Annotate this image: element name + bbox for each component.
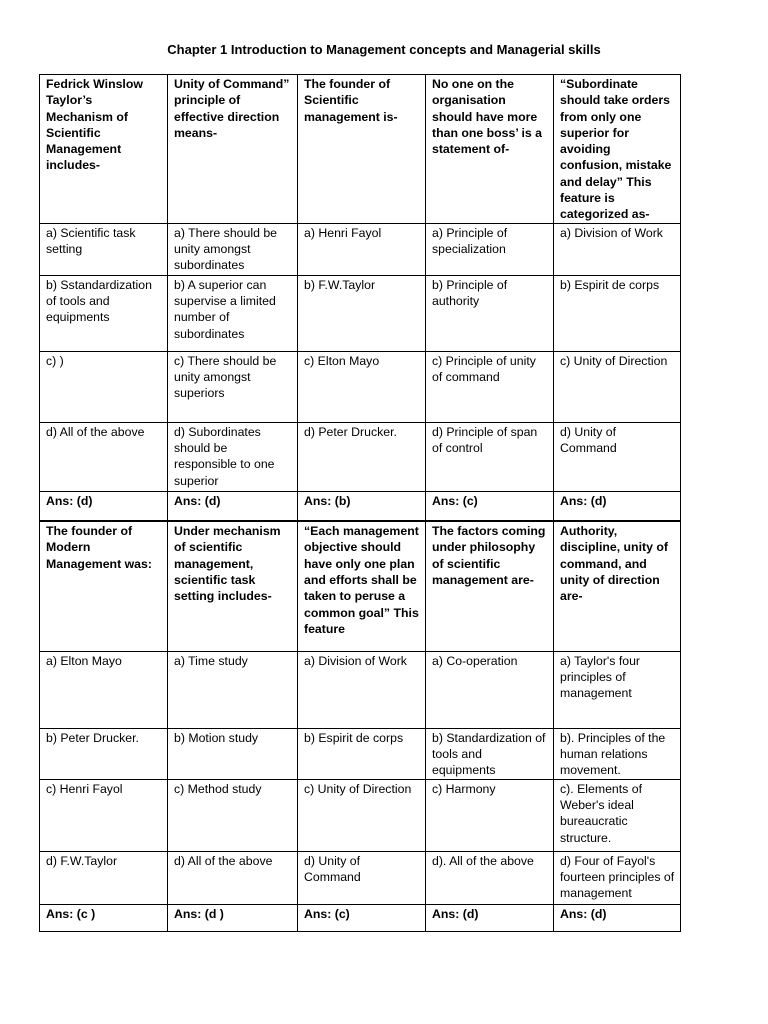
answer-cell: Ans: (d)	[168, 491, 298, 521]
option-cell: a) Time study	[168, 651, 298, 728]
question-cell: The founder of Scientific management is-	[298, 75, 426, 224]
question-cell: Fedrick Winslow Taylor’s Mechanism of Scientific Management includes-	[40, 75, 168, 224]
option-cell: c). Elements of Weber's ideal bureaucratic structure.	[554, 779, 681, 851]
option-cell: d) All of the above	[40, 422, 168, 491]
question-cell: Under mechanism of scientific management, scientific task setting includes-	[168, 521, 298, 651]
option-row	[40, 422, 681, 491]
mcq-table	[39, 74, 681, 932]
answer-cell: Ans: (c)	[426, 491, 554, 521]
question-cell: Unity of Command” principle of effective direction means-	[168, 75, 298, 224]
option-cell: b) Peter Drucker.	[40, 728, 168, 779]
option-cell: c) Elton Mayo	[298, 351, 426, 422]
option-cell: d) Unity of Command	[298, 851, 426, 904]
question-cell: No one on the organisation should have more than one boss’ is a statement of-	[426, 75, 554, 224]
option-cell: c) )	[40, 351, 168, 422]
answer-cell: Ans: (b)	[298, 491, 426, 521]
option-cell: a) Elton Mayo	[40, 651, 168, 728]
option-cell: b) A superior can supervise a limited number of subordinates	[168, 275, 298, 351]
option-cell: a) Scientific task setting	[40, 223, 168, 275]
option-cell: c) Unity of Direction	[298, 779, 426, 851]
option-cell: c) Principle of unity of command	[426, 351, 554, 422]
option-cell: a) Division of Work	[298, 651, 426, 728]
option-cell: c) Unity of Direction	[554, 351, 681, 422]
option-cell: c) There should be unity amongst superiors	[168, 351, 298, 422]
answer-cell: Ans: (d)	[40, 491, 168, 521]
answer-cell: Ans: (d )	[168, 904, 298, 931]
question-cell: Authority, discipline, unity of command, and unity of direction are-	[554, 521, 681, 651]
option-row	[40, 223, 681, 275]
question-row	[40, 75, 681, 224]
option-cell: b). Principles of the human relations movement.	[554, 728, 681, 779]
option-cell: a) Principle of specialization	[426, 223, 554, 275]
option-cell: c) Harmony	[426, 779, 554, 851]
option-cell: a) Co-operation	[426, 651, 554, 728]
page-title: Chapter 1 Introduction to Management concepts and Managerial skills	[167, 42, 601, 57]
answer-row	[40, 904, 681, 931]
option-cell: b) Principle of authority	[426, 275, 554, 351]
question-row	[40, 521, 681, 651]
option-cell: b) F.W.Taylor	[298, 275, 426, 351]
question-cell: “Subordinate should take orders from only one superior for avoiding confusion, mistake and delay” This feature is categorized as-	[554, 75, 681, 224]
option-row	[40, 779, 681, 851]
option-cell: b) Sstandardization of tools and equipments	[40, 275, 168, 351]
answer-row	[40, 491, 681, 521]
answer-cell: Ans: (d)	[554, 491, 681, 521]
option-cell: a) Taylor's four principles of management	[554, 651, 681, 728]
answer-cell: Ans: (d)	[554, 904, 681, 931]
option-cell: d) Four of Fayol's fourteen principles of management	[554, 851, 681, 904]
option-cell: d) All of the above	[168, 851, 298, 904]
option-cell: d) Principle of span of control	[426, 422, 554, 491]
option-cell: b) Motion study	[168, 728, 298, 779]
question-cell: The founder of Modern Management was:	[40, 521, 168, 651]
question-cell: The factors coming under philosophy of scientific management are-	[426, 521, 554, 651]
option-cell: a) Division of Work	[554, 223, 681, 275]
option-row	[40, 851, 681, 904]
option-cell: a) There should be unity amongst subordinates	[168, 223, 298, 275]
option-row	[40, 728, 681, 779]
option-cell: d) Unity of Command	[554, 422, 681, 491]
question-cell: “Each management objective should have only one plan and efforts shall be taken to peruse a common goal” This feature	[298, 521, 426, 651]
option-cell: d) Peter Drucker.	[298, 422, 426, 491]
option-cell: c) Method study	[168, 779, 298, 851]
option-row	[40, 351, 681, 422]
option-cell: d) F.W.Taylor	[40, 851, 168, 904]
option-cell: a) Henri Fayol	[298, 223, 426, 275]
option-cell: b) Espirit de corps	[554, 275, 681, 351]
answer-cell: Ans: (c )	[40, 904, 168, 931]
option-cell: b) Standardization of tools and equipments	[426, 728, 554, 779]
option-cell: d) Subordinates should be responsible to one superior	[168, 422, 298, 491]
option-cell: b) Espirit de corps	[298, 728, 426, 779]
option-cell: c) Henri Fayol	[40, 779, 168, 851]
answer-cell: Ans: (d)	[426, 904, 554, 931]
option-row	[40, 275, 681, 351]
answer-cell: Ans: (c)	[298, 904, 426, 931]
option-row	[40, 651, 681, 728]
option-cell: d). All of the above	[426, 851, 554, 904]
